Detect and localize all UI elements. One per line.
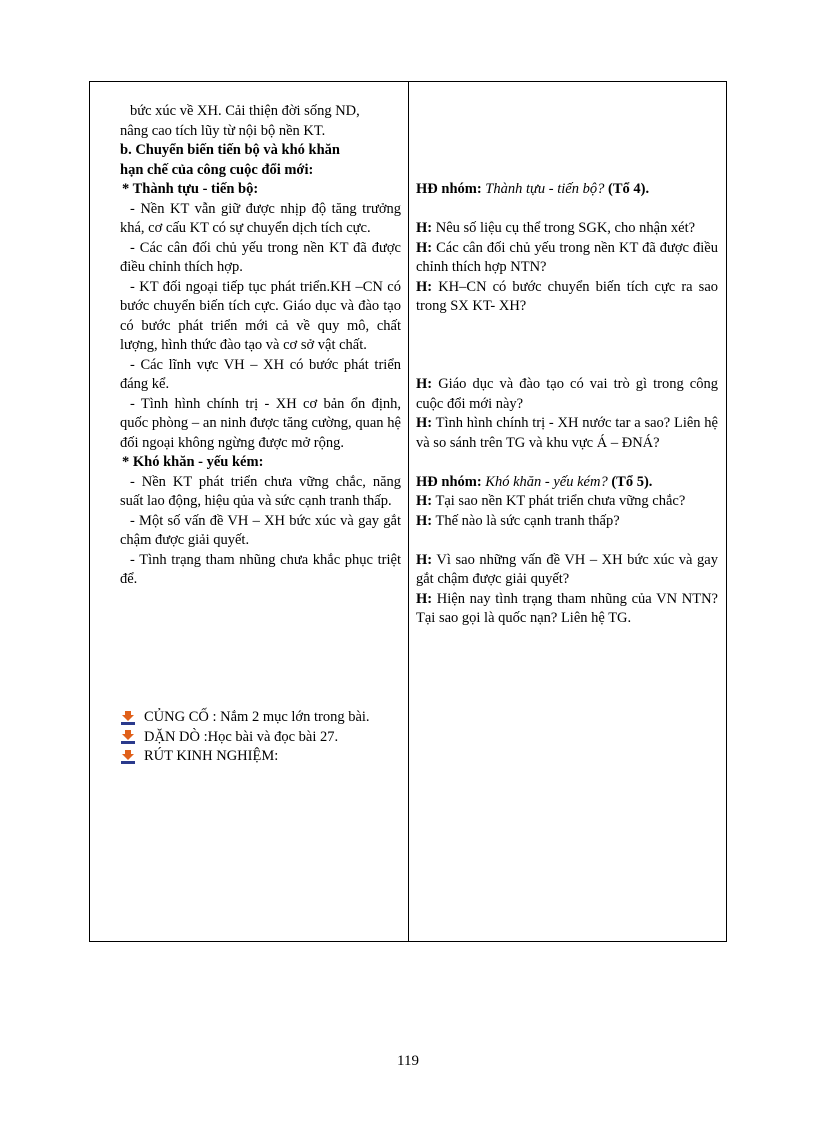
question-label: H: [416, 512, 433, 529]
question-label: H: [416, 493, 433, 509]
group-topic: Thành tựu - tiến bộ? [485, 181, 605, 197]
question-label: H: [416, 590, 433, 607]
text-line: bức xúc về XH. Cải thiện đời sống ND, [130, 103, 360, 119]
arrow-bullet-icon [120, 729, 136, 745]
summary-item [120, 728, 405, 748]
group-label: HĐ nhóm: [416, 181, 482, 197]
content-column [120, 102, 401, 590]
achievement-item: - Các cân đối chủ yếu trong nền KT đã được điều chỉnh thích hợp. [120, 239, 401, 275]
group-topic: Khó khăn - yếu kém? [485, 473, 608, 490]
column-divider [408, 82, 409, 941]
question-text: Vì sao những vấn đề VH – XH bức xúc và gay gắt chậm được giải quyết? [416, 551, 718, 587]
achievements-heading: * Thành tựu - tiến bộ: [122, 181, 259, 197]
summary-text: RÚT KINH NGHIỆM: [144, 748, 279, 764]
group-team: (Tổ 4). [608, 181, 650, 197]
difficulty-item: - Một số vấn đề VH – XH bức xúc và gay gắt chậm được giải quyết. [120, 512, 401, 548]
achievement-item: - Nền KT vẫn giữ được nhịp độ tăng trưởng khá, cơ cấu KT có sự chuyển dịch tích cực. [120, 200, 401, 236]
summary-item [120, 708, 405, 728]
question [416, 551, 718, 590]
difficulty-item: - Nền KT phát triển chưa vững chắc, năng suất lao động, hiệu qủa và sức cạnh tranh thấp. [120, 473, 401, 509]
summary-item [120, 747, 405, 767]
question-label: H: [416, 551, 433, 568]
group-activity-heading [416, 473, 718, 493]
lesson-table [89, 81, 727, 942]
question-label: H: [416, 376, 433, 392]
question [416, 219, 718, 239]
question-text: KH–CN có bước chuyển biến tích cực ra sao trong SX KT- XH? [416, 278, 719, 314]
question [416, 590, 718, 629]
activity-column [416, 102, 718, 629]
group-label: HĐ nhóm: [416, 473, 482, 490]
difficulties-heading: * Khó khăn - yếu kém: [122, 454, 264, 470]
arrow-bullet-icon [120, 710, 136, 726]
question-label: H: [416, 239, 433, 256]
achievement-item: - KT đối ngoại tiếp tục phát triển.KH –CN có bước chuyển biến tích cực. Giáo dục và đào tạo có bước phát triển mới cả về quy mô, chất lượng, hình thức đào tạo và cơ sở vật chất. [120, 278, 401, 353]
page-number: 119 [397, 1053, 419, 1069]
arrow-bullet-icon [120, 749, 136, 765]
question [416, 278, 718, 317]
group-activity-heading [416, 180, 718, 200]
question-label: H: [416, 220, 433, 236]
text-line: nâng cao tích lũy từ nội bộ nền KT. [120, 122, 326, 139]
question-text: Tại sao nền KT phát triển chưa vững chắc? [435, 493, 686, 509]
question-text: Thế nào là sức cạnh tranh thấp? [435, 512, 620, 529]
question [416, 239, 718, 278]
question [416, 414, 718, 453]
summary-text: CỦNG CỐ : Nắm 2 mục lớn trong bài. [144, 709, 370, 725]
summary-list [120, 708, 405, 767]
section-heading: b. Chuyển biến tiến bộ và khó khăn [120, 142, 340, 158]
question-text: Các cân đối chủ yếu trong nền KT đã được điều chỉnh thích hợp NTN? [416, 239, 718, 275]
question-text: Tình hình chính trị - XH nước tar a sao? Liên hệ và so sánh trên TG và khu vực Á – ĐNÁ? [416, 415, 718, 451]
group-team: (Tổ 5). [611, 473, 653, 490]
difficulty-item: - Tình trạng tham nhũng chưa khắc phục triệt để. [120, 551, 401, 587]
achievement-item: - Tình hình chính trị - XH cơ bản ổn định, quốc phòng – an ninh được tăng cường, quan hệ đối ngoại không ngừng được mở rộng. [120, 395, 401, 451]
question [416, 375, 718, 414]
summary-text: DẶN DÒ :Học bài và đọc bài 27. [144, 728, 339, 745]
section-heading: hạn chế của công cuộc đổi mới: [120, 161, 314, 178]
question-text: Giáo dục và đào tạo có vai trò gì trong công cuộc đổi mới này? [416, 376, 718, 412]
question [416, 512, 718, 532]
question-label: H: [416, 415, 433, 431]
question-text: Nêu số liệu cụ thể trong SGK, cho nhận xét? [435, 220, 696, 236]
question-label: H: [416, 278, 433, 295]
question-text: Hiện nay tình trạng tham nhũng của VN NTN? Tại sao gọi là quốc nạn? Liên hệ TG. [416, 590, 718, 626]
achievement-item: - Các lĩnh vực VH – XH có bước phát triển đáng kể. [120, 356, 401, 392]
question [416, 492, 718, 512]
